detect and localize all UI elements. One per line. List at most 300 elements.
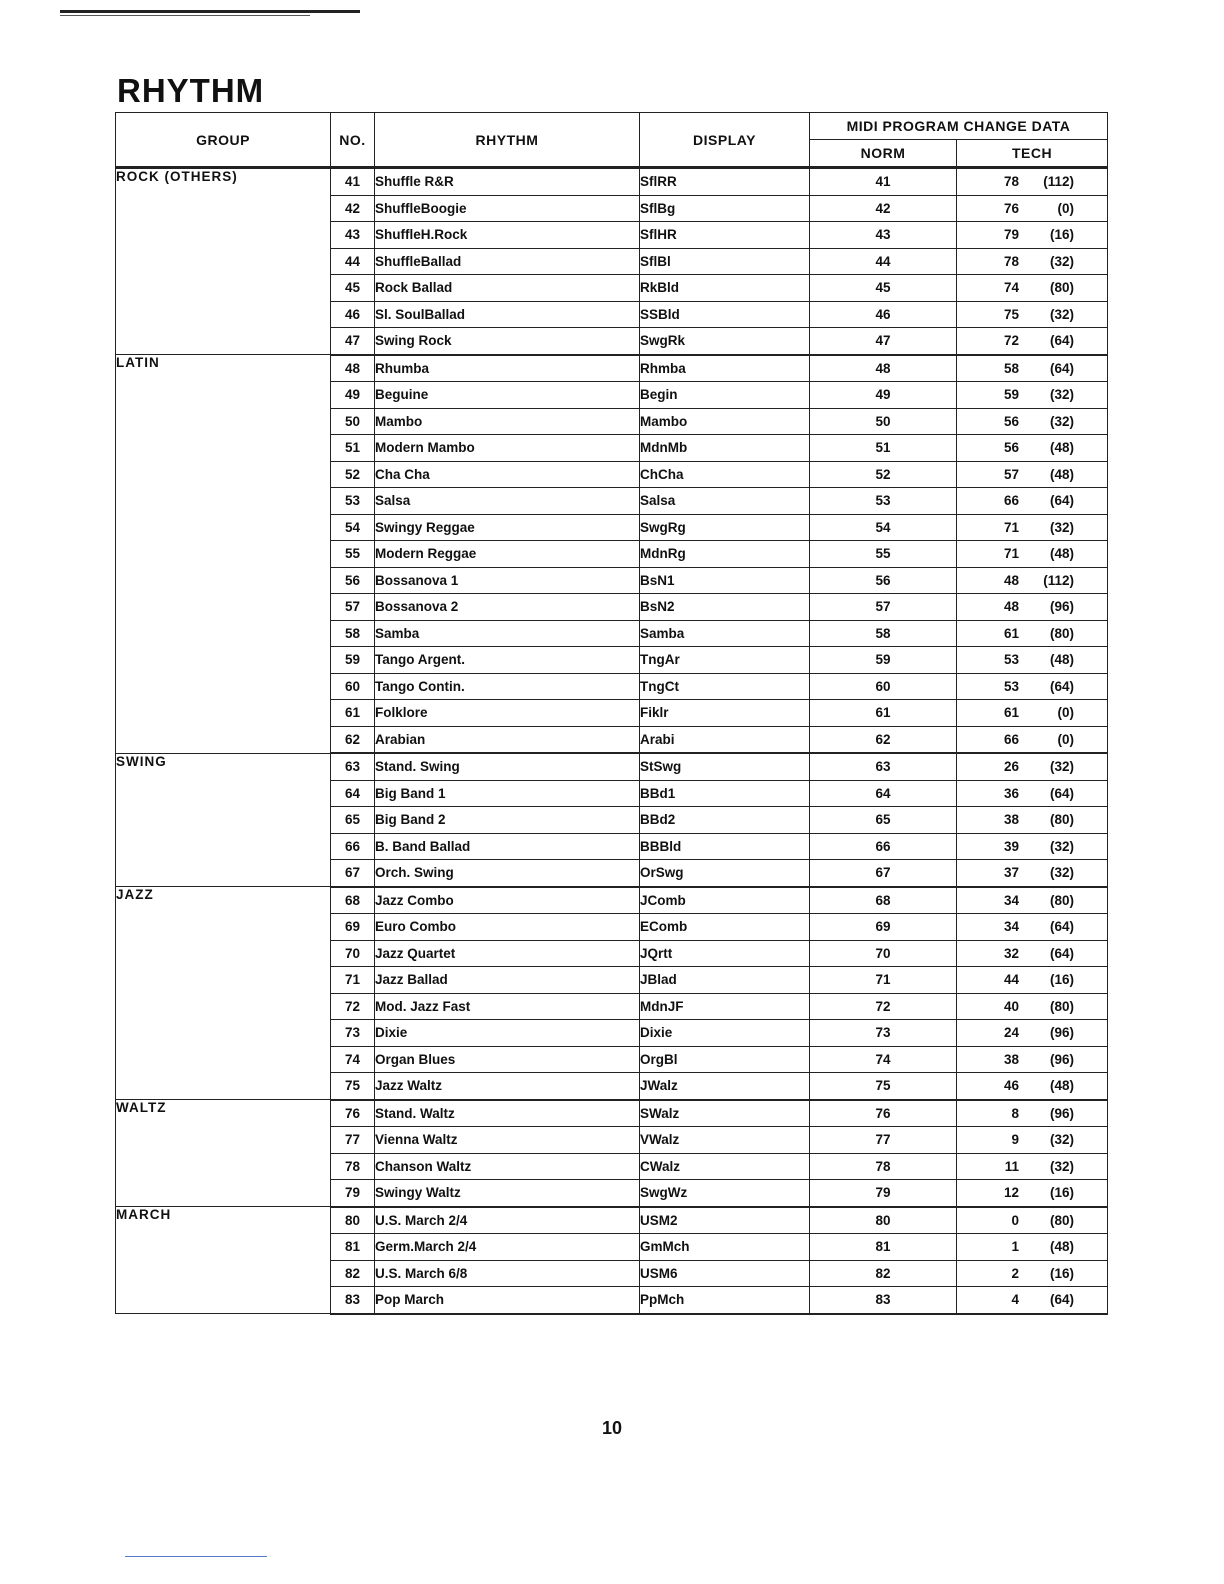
tech-bank: (80): [1049, 625, 1074, 641]
display-code: BBBld: [640, 833, 810, 860]
rhythm-number: 72: [331, 993, 375, 1020]
display-code: Salsa: [640, 488, 810, 515]
tech-cell: [957, 914, 1108, 941]
tech-cell: [957, 753, 1108, 780]
tech-value: 39: [1003, 838, 1019, 854]
tech-cell: [957, 275, 1108, 302]
norm-value: 61: [810, 700, 957, 727]
display-code: Samba: [640, 620, 810, 647]
norm-value: 60: [810, 673, 957, 700]
rhythm-number: 48: [331, 355, 375, 382]
display-code: MdnMb: [640, 435, 810, 462]
tech-bank: (48): [1049, 440, 1074, 456]
tech-value: 36: [1003, 785, 1019, 801]
tech-value: 78: [1003, 253, 1019, 269]
tech-bank: (80): [1049, 1212, 1074, 1228]
tech-bank: (16): [1049, 972, 1074, 988]
tech-cell: [957, 860, 1108, 887]
display-code: JWalz: [640, 1073, 810, 1100]
rhythm-number: 49: [331, 382, 375, 409]
display-code: GmMch: [640, 1234, 810, 1261]
tech-value: 48: [1003, 572, 1019, 588]
norm-value: 59: [810, 647, 957, 674]
page-number: 10: [601, 1418, 623, 1438]
rhythm-number: 66: [331, 833, 375, 860]
tech-bank: (80): [1049, 812, 1074, 828]
norm-value: 80: [810, 1207, 957, 1234]
rhythm-name: Swingy Reggae: [375, 514, 640, 541]
tech-value: 61: [1003, 705, 1019, 721]
tech-value: 66: [1003, 493, 1019, 509]
rhythm-number: 50: [331, 408, 375, 435]
norm-value: 77: [810, 1127, 957, 1154]
norm-value: 54: [810, 514, 957, 541]
rhythm-name: Samba: [375, 620, 640, 647]
norm-value: 67: [810, 860, 957, 887]
tech-bank: (32): [1049, 865, 1074, 881]
rhythm-number: 62: [331, 726, 375, 753]
tech-cell: [957, 301, 1108, 328]
norm-value: 42: [810, 195, 957, 222]
tech-value: 4: [1011, 1292, 1019, 1308]
rhythm-name: U.S. March 2/4: [375, 1207, 640, 1234]
tech-cell: [957, 1073, 1108, 1100]
tech-value: 72: [1003, 333, 1019, 349]
table-row: [116, 355, 1108, 382]
tech-value: 34: [1003, 892, 1019, 908]
tech-cell: [957, 967, 1108, 994]
rhythm-number: 43: [331, 222, 375, 249]
display-code: Arabi: [640, 726, 810, 753]
norm-value: 53: [810, 488, 957, 515]
tech-cell: [957, 647, 1108, 674]
tech-value: 78: [1003, 174, 1019, 190]
header-norm: NORM: [810, 140, 957, 168]
norm-value: 55: [810, 541, 957, 568]
rhythm-number: 59: [331, 647, 375, 674]
table-row: [116, 887, 1108, 914]
table-row: [116, 168, 1108, 196]
display-code: JQrtt: [640, 940, 810, 967]
tech-cell: [957, 328, 1108, 355]
rhythm-name: Swingy Waltz: [375, 1180, 640, 1207]
rhythm-number: 76: [331, 1100, 375, 1127]
rhythm-number: 56: [331, 567, 375, 594]
norm-value: 74: [810, 1046, 957, 1073]
tech-bank: (64): [1049, 678, 1074, 694]
tech-bank: (80): [1049, 998, 1074, 1014]
norm-value: 72: [810, 993, 957, 1020]
rhythm-name: Tango Argent.: [375, 647, 640, 674]
norm-value: 48: [810, 355, 957, 382]
rhythm-name: Sl. SoulBallad: [375, 301, 640, 328]
tech-cell: [957, 1287, 1108, 1314]
tech-bank: (16): [1049, 1265, 1074, 1281]
tech-cell: [957, 435, 1108, 462]
display-code: SWalz: [640, 1100, 810, 1127]
norm-value: 70: [810, 940, 957, 967]
rhythm-name: Rock Ballad: [375, 275, 640, 302]
tech-cell: [957, 887, 1108, 914]
rhythm-name: Germ.March 2/4: [375, 1234, 640, 1261]
tech-cell: [957, 594, 1108, 621]
tech-cell: [957, 833, 1108, 860]
display-code: VWalz: [640, 1127, 810, 1154]
rhythm-name: Mambo: [375, 408, 640, 435]
tech-cell: [957, 940, 1108, 967]
group-name: ROCK (OTHERS): [116, 168, 331, 355]
rhythm-name: Stand. Swing: [375, 753, 640, 780]
tech-cell: [957, 1180, 1108, 1207]
rhythm-name: Orch. Swing: [375, 860, 640, 887]
tech-cell: [957, 620, 1108, 647]
norm-value: 68: [810, 887, 957, 914]
norm-value: 63: [810, 753, 957, 780]
group-name: MARCH: [116, 1207, 331, 1314]
tech-bank: (112): [1043, 174, 1074, 190]
rhythm-name: Stand. Waltz: [375, 1100, 640, 1127]
tech-cell: [957, 780, 1108, 807]
tech-cell: [957, 355, 1108, 382]
norm-value: 78: [810, 1153, 957, 1180]
tech-cell: [957, 1020, 1108, 1047]
group-name: JAZZ: [116, 887, 331, 1100]
rhythm-name: Cha Cha: [375, 461, 640, 488]
norm-value: 58: [810, 620, 957, 647]
display-code: OrgBl: [640, 1046, 810, 1073]
rhythm-name: Jazz Waltz: [375, 1073, 640, 1100]
norm-value: 44: [810, 248, 957, 275]
tech-bank: (32): [1049, 1158, 1074, 1174]
tech-bank: (0): [1057, 705, 1074, 721]
rhythm-name: Folklore: [375, 700, 640, 727]
tech-bank: (32): [1049, 253, 1074, 269]
tech-value: 46: [1003, 1078, 1019, 1094]
rhythm-number: 54: [331, 514, 375, 541]
rhythm-name: Shuffle R&R: [375, 168, 640, 196]
rhythm-number: 67: [331, 860, 375, 887]
rhythm-number: 41: [331, 168, 375, 196]
norm-value: 73: [810, 1020, 957, 1047]
tech-value: 38: [1003, 812, 1019, 828]
rhythm-number: 73: [331, 1020, 375, 1047]
group-name: LATIN: [116, 355, 331, 754]
tech-bank: (64): [1049, 360, 1074, 376]
tech-cell: [957, 807, 1108, 834]
norm-value: 57: [810, 594, 957, 621]
rhythm-number: 70: [331, 940, 375, 967]
display-code: BBd2: [640, 807, 810, 834]
norm-value: 81: [810, 1234, 957, 1261]
rhythm-name: Jazz Quartet: [375, 940, 640, 967]
tech-cell: [957, 408, 1108, 435]
tech-cell: [957, 488, 1108, 515]
rhythm-name: Salsa: [375, 488, 640, 515]
rhythm-number: 61: [331, 700, 375, 727]
rhythm-name: Rhumba: [375, 355, 640, 382]
tech-value: 12: [1003, 1185, 1019, 1201]
table-row: [116, 753, 1108, 780]
footer-rule: [125, 1556, 267, 1557]
rhythm-name: Big Band 1: [375, 780, 640, 807]
tech-cell: [957, 673, 1108, 700]
tech-bank: (112): [1043, 572, 1074, 588]
display-code: SflRR: [640, 168, 810, 196]
rhythm-number: 55: [331, 541, 375, 568]
tech-bank: (48): [1049, 1078, 1074, 1094]
display-code: MdnJF: [640, 993, 810, 1020]
norm-value: 83: [810, 1287, 957, 1314]
header-group: GROUP: [116, 113, 331, 168]
rhythm-number: 83: [331, 1287, 375, 1314]
tech-value: 1: [1011, 1239, 1019, 1255]
norm-value: 75: [810, 1073, 957, 1100]
tech-value: 71: [1003, 519, 1019, 535]
norm-value: 47: [810, 328, 957, 355]
tech-value: 40: [1003, 998, 1019, 1014]
tech-value: 48: [1003, 599, 1019, 615]
rhythm-number: 44: [331, 248, 375, 275]
header-no: NO.: [331, 113, 375, 168]
rhythm-name: Jazz Ballad: [375, 967, 640, 994]
rhythm-name: ShuffleH.Rock: [375, 222, 640, 249]
rhythm-number: 78: [331, 1153, 375, 1180]
rhythm-table: [115, 112, 1108, 1315]
tech-bank: (64): [1049, 333, 1074, 349]
tech-cell: [957, 541, 1108, 568]
tech-value: 11: [1004, 1158, 1019, 1174]
rhythm-number: 45: [331, 275, 375, 302]
rhythm-number: 77: [331, 1127, 375, 1154]
tech-value: 66: [1003, 731, 1019, 747]
rhythm-number: 52: [331, 461, 375, 488]
tech-bank: (32): [1049, 387, 1074, 403]
tech-bank: (32): [1049, 759, 1074, 775]
display-code: JComb: [640, 887, 810, 914]
norm-value: 76: [810, 1100, 957, 1127]
display-code: BsN2: [640, 594, 810, 621]
display-code: SwgRk: [640, 328, 810, 355]
tech-value: 34: [1003, 919, 1019, 935]
norm-value: 50: [810, 408, 957, 435]
tech-value: 76: [1003, 200, 1019, 216]
rhythm-number: 46: [331, 301, 375, 328]
tech-bank: (32): [1049, 1132, 1074, 1148]
tech-bank: (16): [1049, 1185, 1074, 1201]
display-code: EComb: [640, 914, 810, 941]
rhythm-number: 75: [331, 1073, 375, 1100]
table-row: [116, 1100, 1108, 1127]
tech-value: 32: [1003, 945, 1019, 961]
tech-value: 53: [1003, 652, 1019, 668]
norm-value: 56: [810, 567, 957, 594]
display-code: BsN1: [640, 567, 810, 594]
tech-cell: [957, 700, 1108, 727]
display-code: SflBl: [640, 248, 810, 275]
rhythm-number: 63: [331, 753, 375, 780]
rhythm-name: ShuffleBallad: [375, 248, 640, 275]
rhythm-name: Organ Blues: [375, 1046, 640, 1073]
rhythm-name: Chanson Waltz: [375, 1153, 640, 1180]
norm-value: 79: [810, 1180, 957, 1207]
tech-cell: [957, 461, 1108, 488]
rhythm-name: Tango Contin.: [375, 673, 640, 700]
tech-value: 8: [1011, 1105, 1019, 1121]
rhythm-number: 57: [331, 594, 375, 621]
tech-value: 53: [1003, 678, 1019, 694]
rhythm-number: 79: [331, 1180, 375, 1207]
rhythm-name: Jazz Combo: [375, 887, 640, 914]
group-name: SWING: [116, 753, 331, 887]
display-code: MdnRg: [640, 541, 810, 568]
tech-cell: [957, 1046, 1108, 1073]
rhythm-number: 80: [331, 1207, 375, 1234]
tech-value: 74: [1003, 280, 1019, 296]
tech-bank: (96): [1049, 1105, 1074, 1121]
rhythm-number: 82: [331, 1260, 375, 1287]
display-code: TngAr: [640, 647, 810, 674]
tech-bank: (64): [1049, 945, 1074, 961]
tech-value: 61: [1003, 625, 1019, 641]
rhythm-number: 74: [331, 1046, 375, 1073]
header-rhythm: RHYTHM: [375, 113, 640, 168]
display-code: Rhmba: [640, 355, 810, 382]
rhythm-name: ShuffleBoogie: [375, 195, 640, 222]
table-body: [116, 168, 1108, 1314]
display-code: OrSwg: [640, 860, 810, 887]
tech-bank: (48): [1049, 546, 1074, 562]
rhythm-name: Pop March: [375, 1287, 640, 1314]
tech-bank: (64): [1049, 919, 1074, 935]
display-code: SflHR: [640, 222, 810, 249]
rhythm-name: Dixie: [375, 1020, 640, 1047]
norm-value: 62: [810, 726, 957, 753]
rhythm-name: Euro Combo: [375, 914, 640, 941]
norm-value: 43: [810, 222, 957, 249]
tech-cell: [957, 1127, 1108, 1154]
display-code: SflBg: [640, 195, 810, 222]
norm-value: 69: [810, 914, 957, 941]
tech-value: 24: [1003, 1025, 1019, 1041]
rhythm-name: Arabian: [375, 726, 640, 753]
tech-bank: (80): [1049, 280, 1074, 296]
tech-value: 56: [1003, 440, 1019, 456]
rhythm-number: 60: [331, 673, 375, 700]
display-code: SwgWz: [640, 1180, 810, 1207]
tech-bank: (96): [1049, 1051, 1074, 1067]
tech-value: 71: [1003, 546, 1019, 562]
header-rule-thin: [60, 15, 310, 16]
display-code: PpMch: [640, 1287, 810, 1314]
rhythm-number: 51: [331, 435, 375, 462]
tech-cell: [957, 168, 1108, 196]
rhythm-name: Modern Reggae: [375, 541, 640, 568]
tech-bank: (0): [1057, 200, 1074, 216]
display-code: Fiklr: [640, 700, 810, 727]
rhythm-number: 47: [331, 328, 375, 355]
tech-value: 58: [1003, 360, 1019, 376]
tech-cell: [957, 567, 1108, 594]
tech-bank: (48): [1049, 1239, 1074, 1255]
norm-value: 82: [810, 1260, 957, 1287]
group-name: WALTZ: [116, 1100, 331, 1207]
header-rule: [60, 10, 360, 13]
tech-cell: [957, 1234, 1108, 1261]
rhythm-name: Modern Mambo: [375, 435, 640, 462]
header-display: DISPLAY: [640, 113, 810, 168]
rhythm-number: 65: [331, 807, 375, 834]
tech-cell: [957, 1153, 1108, 1180]
tech-bank: (16): [1049, 227, 1074, 243]
tech-value: 44: [1003, 972, 1019, 988]
rhythm-name: Vienna Waltz: [375, 1127, 640, 1154]
tech-value: 26: [1003, 759, 1019, 775]
rhythm-name: Bossanova 1: [375, 567, 640, 594]
tech-bank: (48): [1049, 652, 1074, 668]
tech-cell: [957, 222, 1108, 249]
display-code: CWalz: [640, 1153, 810, 1180]
norm-value: 49: [810, 382, 957, 409]
norm-value: 46: [810, 301, 957, 328]
rhythm-name: Beguine: [375, 382, 640, 409]
norm-value: 45: [810, 275, 957, 302]
table-row: [116, 1207, 1108, 1234]
display-code: USM6: [640, 1260, 810, 1287]
tech-cell: [957, 993, 1108, 1020]
tech-bank: (64): [1049, 785, 1074, 801]
tech-cell: [957, 195, 1108, 222]
rhythm-name: Big Band 2: [375, 807, 640, 834]
tech-bank: (0): [1057, 731, 1074, 747]
rhythm-name: Mod. Jazz Fast: [375, 993, 640, 1020]
tech-cell: [957, 514, 1108, 541]
rhythm-number: 69: [331, 914, 375, 941]
tech-cell: [957, 726, 1108, 753]
rhythm-number: 42: [331, 195, 375, 222]
tech-cell: [957, 382, 1108, 409]
rhythm-number: 71: [331, 967, 375, 994]
tech-value: 59: [1003, 387, 1019, 403]
rhythm-name: Swing Rock: [375, 328, 640, 355]
display-code: Dixie: [640, 1020, 810, 1047]
display-code: SSBld: [640, 301, 810, 328]
tech-value: 38: [1003, 1051, 1019, 1067]
tech-value: 9: [1011, 1132, 1019, 1148]
tech-bank: (32): [1049, 306, 1074, 322]
tech-bank: (64): [1049, 1292, 1074, 1308]
tech-cell: [957, 1207, 1108, 1234]
tech-value: 37: [1003, 865, 1019, 881]
tech-bank: (32): [1049, 519, 1074, 535]
tech-value: 75: [1003, 306, 1019, 322]
tech-cell: [957, 1260, 1108, 1287]
display-code: Mambo: [640, 408, 810, 435]
rhythm-name: Bossanova 2: [375, 594, 640, 621]
tech-bank: (32): [1049, 413, 1074, 429]
display-code: SwgRg: [640, 514, 810, 541]
tech-cell: [957, 248, 1108, 275]
tech-value: 56: [1003, 413, 1019, 429]
norm-value: 66: [810, 833, 957, 860]
display-code: USM2: [640, 1207, 810, 1234]
display-code: JBlad: [640, 967, 810, 994]
rhythm-number: 68: [331, 887, 375, 914]
norm-value: 41: [810, 168, 957, 196]
norm-value: 65: [810, 807, 957, 834]
norm-value: 71: [810, 967, 957, 994]
tech-bank: (96): [1049, 1025, 1074, 1041]
tech-bank: (32): [1049, 838, 1074, 854]
